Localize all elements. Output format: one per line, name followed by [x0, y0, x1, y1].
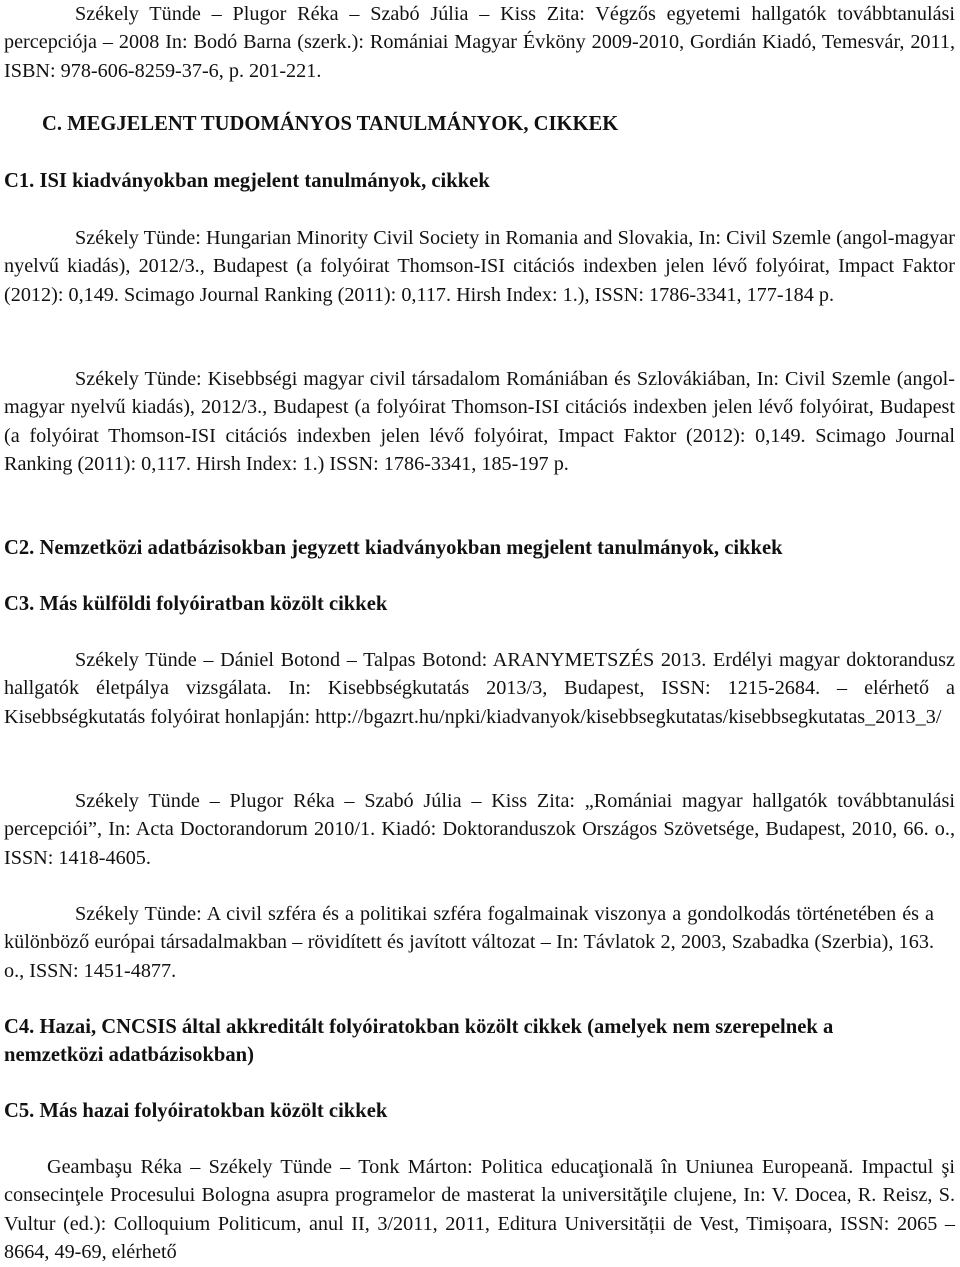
section-c2-heading: C2. Nemzetközi adatbázisokban jegyzett kiadványokban megjelent tanulmányok, cikkek [4, 537, 783, 559]
c5-entry-1: Geambaşu Réka – Székely Tünde – Tonk Márton: Politica educaţională în Uniunea Europeană. Impactul şi consecinţele Procesului Bologna asupra programelor de masterat la universităţile clujene, In: V. Docea, R. Reisz, S. Vultur (ed.): Colloquium Politicum, anul II, 3/2011, 2011, Editura Universității de Vest, Timișoara, ISSN: 2065 – 8664, 49-69, elérhető [4, 1156, 955, 1264]
section-c-heading: C. MEGJELENT TUDOMÁNYOS TANULMÁNYOK, CIKKEK [42, 113, 619, 135]
intro-reference: Székely Tünde – Plugor Réka – Szabó Júlia – Kiss Zita: Végzős egyetemi hallgatók továbbtanulási percepciója – 2008 In: Bodó Barna (szerk.): Romániai Magyar Évköny 2009-2010, Gordián Kiadó, Temesvár, 2011, ISBN: 978-606-8259-37-6, p. 201-221. [4, 3, 955, 82]
c3-entry-3: Székely Tünde: A civil szféra és a politikai szféra fogalmainak viszonya a gondolkodás történetében és a különböző európai társadalmakban – rövidített és javított változat – In: Távlatok 2, 2003, Szabadka (Szerbia), 163. o., ISSN: 1451-4877. [4, 903, 934, 982]
c1-entry-2: Székely Tünde: Kisebbségi magyar civil társadalom Romániában és Szlovákiában, In: Civil Szemle (angol-magyar nyelvű kiadás), 2012/3., Budapest (a folyóirat Thomson-ISI citációs indexben jelen lévő folyóirat, Budapest (a folyóirat Thomson-ISI citációs indexben jelen lévő folyóirat, Impact Faktor (2012): 0,149. Scimago Journal Ranking (2011): 0,117. Hirsh Index: 1.) ISSN: 1786-3341, 185-197 p. [4, 368, 955, 476]
c3-entry-2: Székely Tünde – Plugor Réka – Szabó Júlia – Kiss Zita: „Romániai magyar hallgatók továbbtanulási percepciói”, In: Acta Doctorandorum 2010/1. Kiadó: Doktoranduszok Országos Szövetsége, Budapest, 2010, 66. o., ISSN: 1418-4605. [4, 790, 955, 869]
section-c4-heading: C4. Hazai, CNCSIS által akkreditált folyóiratokban közölt cikkek (amelyek nem szerepelnek a nemzetközi adatbázisokban) [4, 1016, 834, 1067]
section-c5-heading: C5. Más hazai folyóiratokban közölt cikkek [4, 1100, 388, 1122]
section-c1-heading: C1. ISI kiadványokban megjelent tanulmányok, cikkek [4, 170, 490, 192]
section-c3-heading: C3. Más külföldi folyóiratban közölt cikkek [4, 593, 388, 615]
c3-entry-1: Székely Tünde – Dániel Botond – Talpas Botond: ARANYMETSZÉS 2013. Erdélyi magyar doktorandusz hallgatók életpálya vizsgálata. In: Kisebbségkutatás 2013/3, Budapest, ISSN: 1215-2684. – elérhető a Kisebbségkutatás folyóirat honlapján: http://bgazrt.hu/npki/kiadvanyok/kisebbsegkutatas/kisebbsegkutatas_2013_3/ [4, 649, 955, 728]
c1-entry-1: Székely Tünde: Hungarian Minority Civil Society in Romania and Slovakia, In: Civil Szemle (angol-magyar nyelvű kiadás), 2012/3., Budapest (a folyóirat Thomson-ISI citációs indexben jelen lévő folyóirat, Impact Faktor (2012): 0,149. Scimago Journal Ranking (2011): 0,117. Hirsh Index: 1.), ISSN: 1786-3341, 177-184 p. [4, 227, 955, 306]
